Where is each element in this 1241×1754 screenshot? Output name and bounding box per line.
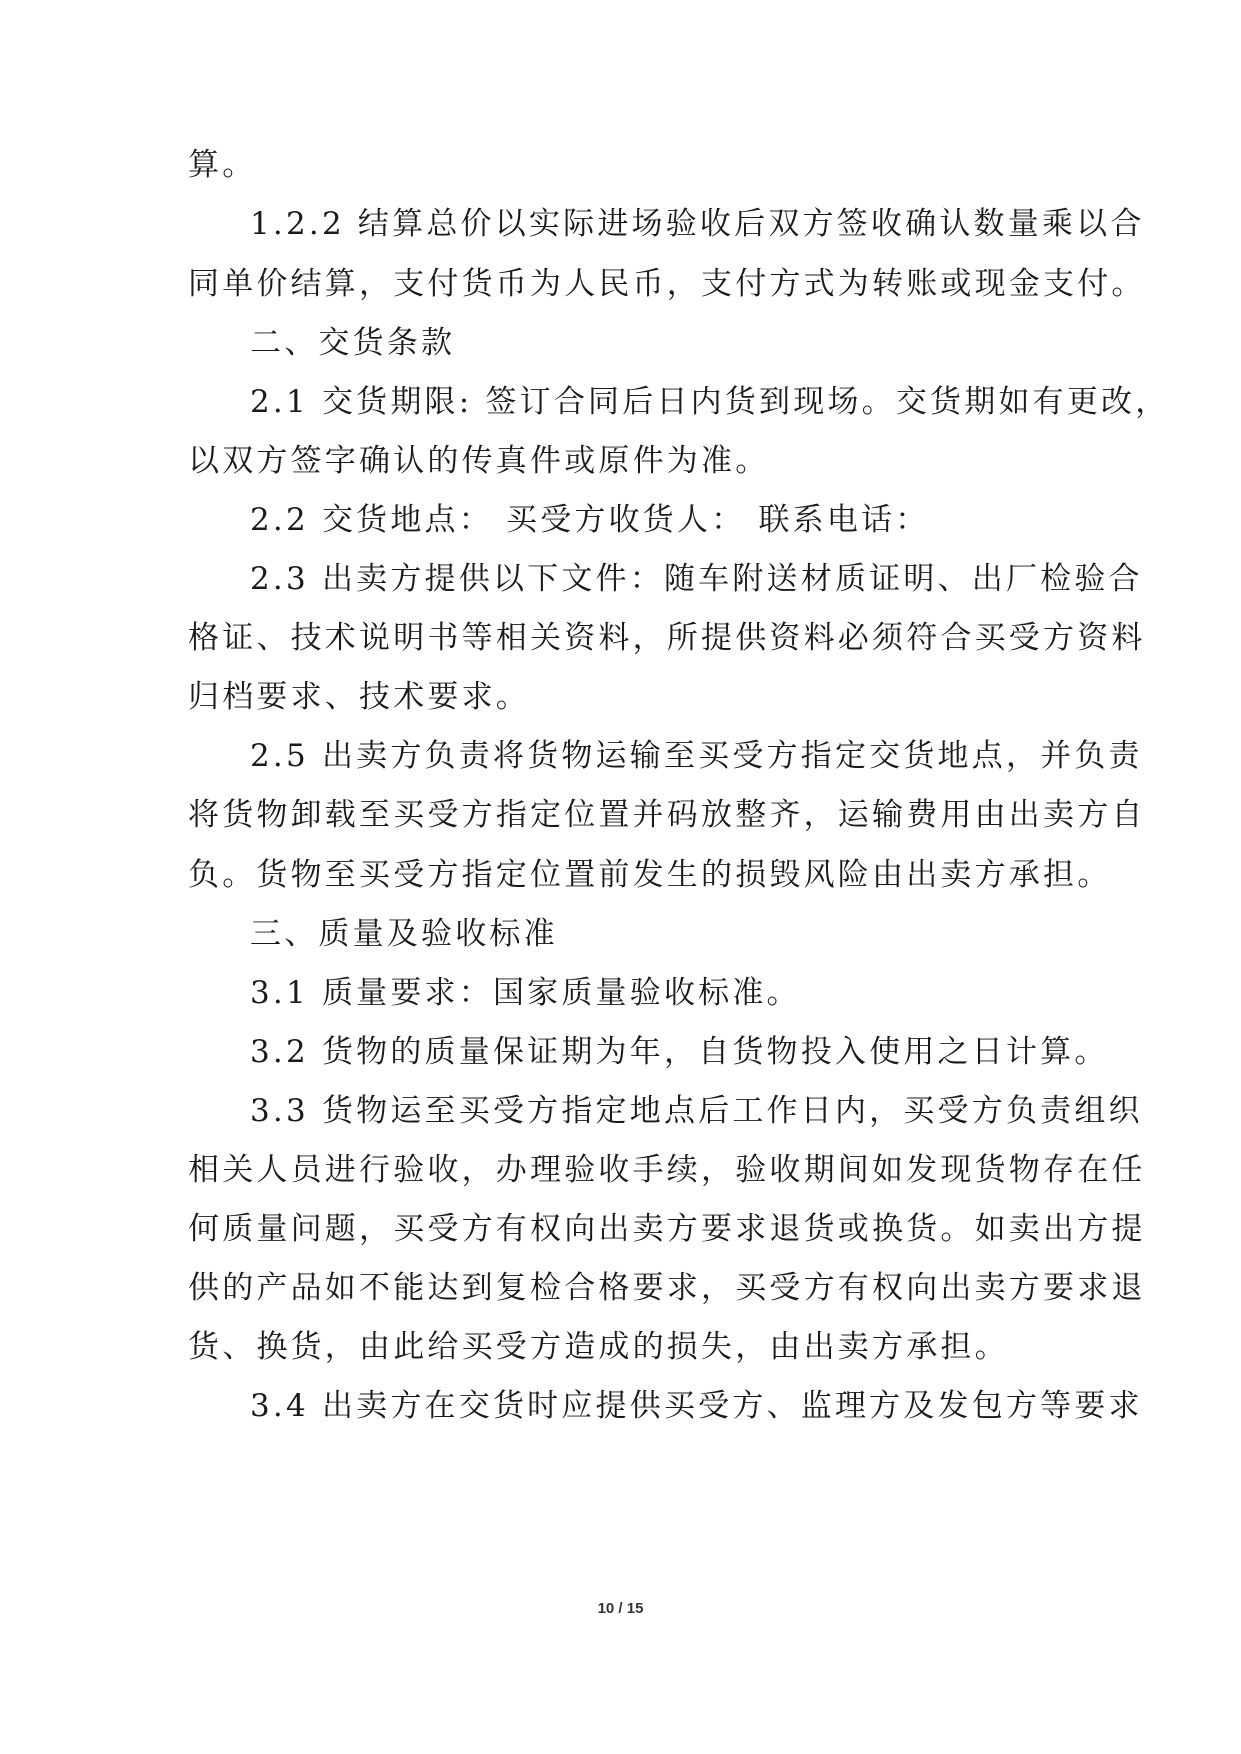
text-line: 2.5 出卖方负责将货物运输至买受方指定交货地点，并负责 bbox=[250, 738, 1143, 774]
text-line: 2.2 交货地点： 买受方收货人： 联系电话： bbox=[250, 502, 930, 538]
text-line: 3.1 质量要求：国家质量验收标准。 bbox=[250, 975, 801, 1011]
text-line: 货、换货，由此给买受方造成的损失，由出卖方承担。 bbox=[188, 1329, 1009, 1365]
text-line: 格证、技术说明书等相关资料，所提供资料必须符合买受方资料 bbox=[188, 620, 1146, 656]
text-line: 相关人员进行验收，办理验收手续，验收期间如发现货物存在任 bbox=[188, 1152, 1146, 1188]
text-line: 以双方签字确认的传真件或原件为准。 bbox=[188, 443, 770, 479]
text-line: 将货物卸载至买受方指定位置并码放整齐，运输费用由出卖方自 bbox=[188, 797, 1146, 833]
text-line: 算。 bbox=[188, 147, 257, 183]
text-line: 3.3 货物运至买受方指定地点后工作日内，买受方负责组织 bbox=[250, 1093, 1143, 1129]
text-line: 2.3 出卖方提供以下文件：随车附送材质证明、出厂检验合 bbox=[250, 561, 1143, 597]
text-line: 归档要求、技术要求。 bbox=[188, 679, 530, 715]
text-line: 负。货物至买受方指定位置前发生的损毁风险由出卖方承担。 bbox=[188, 857, 1112, 893]
page-number: 10 / 15 bbox=[597, 1600, 644, 1617]
section-heading: 二、交货条款 bbox=[250, 325, 456, 361]
text-line: 1.2.2 结算总价以实际进场验收后双方签收确认数量乘以合 bbox=[250, 206, 1145, 242]
text-line: 3.4 出卖方在交货时应提供买受方、监理方及发包方等要求 bbox=[250, 1388, 1143, 1424]
text-line: 3.2 货物的质量保证期为年，自货物投入使用之日计算。 bbox=[250, 1034, 1109, 1070]
text-line: 同单价结算，支付货币为人民币，支付方式为转账或现金支付。 bbox=[188, 266, 1146, 302]
text-line: 2.1 交货期限: 签订合同后日内货到现场。交货期如有更改， bbox=[250, 384, 1170, 420]
text-line: 何质量问题，买受方有权向出卖方要求退货或换货。如卖出方提 bbox=[188, 1211, 1146, 1247]
section-heading: 三、质量及验收标准 bbox=[250, 916, 558, 952]
text-line: 供的产品如不能达到复检合格要求，买受方有权向出卖方要求退 bbox=[188, 1270, 1146, 1306]
